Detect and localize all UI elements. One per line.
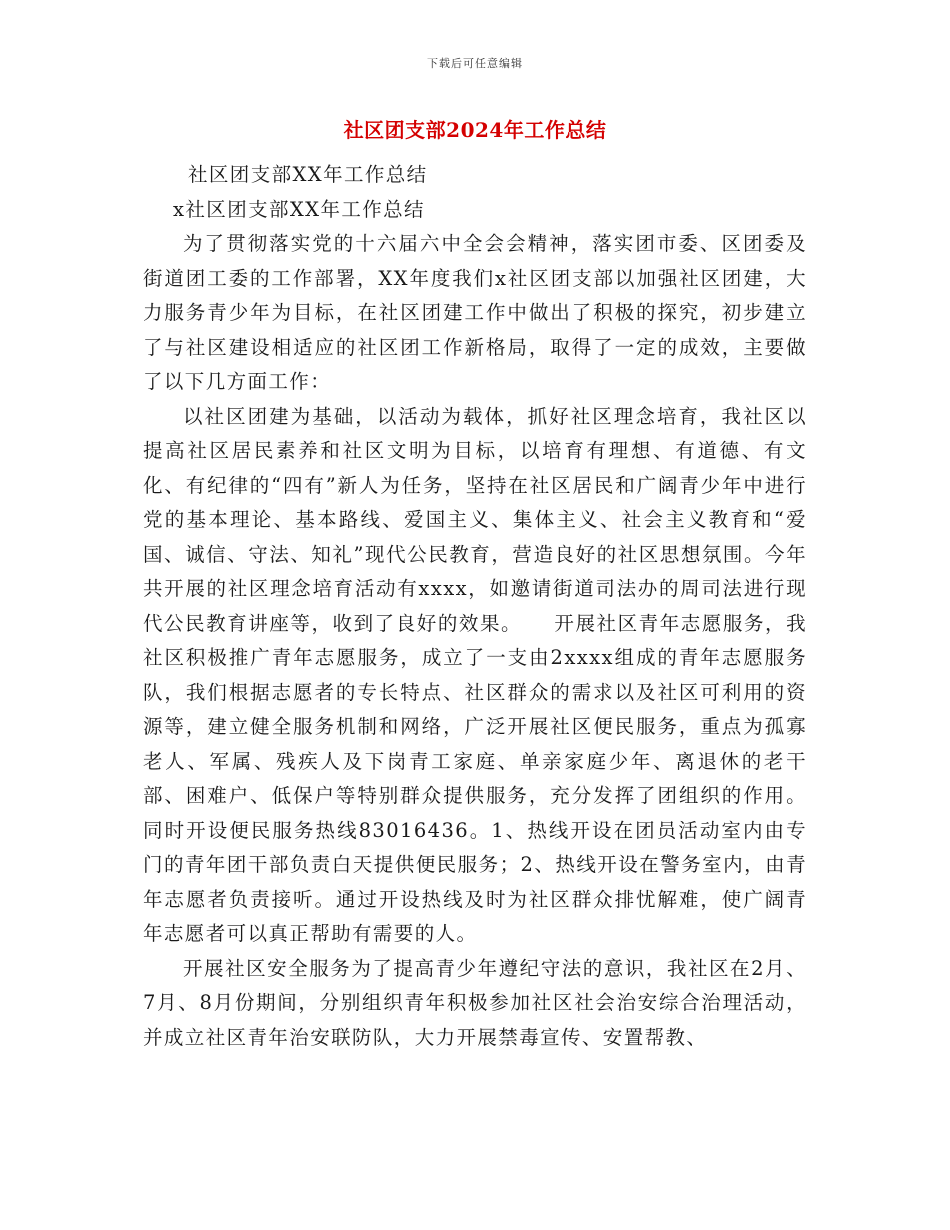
paragraph-1: 为了贯彻落实党的十六届六中全会会精神，落实团市委、区团委及街道团工委的工作部署，XX年度我们x社区团支部以加强社区团建，大力服务青少年为目标，在社区团建工作中做出了积极的探究，初步建立了与社区建设相适应的社区团工作新格局，取得了一定的成效，主要做了以下几方面工作： [143, 232, 807, 393]
subtitle-2: x社区团支部XX年工作总结 [173, 197, 425, 221]
subtitle-1: 社区团支部XX年工作总结 [188, 163, 428, 186]
document-body [143, 158, 807, 1055]
header-note: 下载后可任意编辑 [427, 57, 523, 70]
paragraph-2: 以社区团建为基础，以活动为载体，抓好社区理念培育，我社区以提高社区居民素养和社区文明为目标，以培育有理想、有道德、有文化、有纪律的“四有”新人为任务，坚持在社区居民和广阔青少年中进行党的基本理论、基本路线、爱国主义、集体主义、社会主义教育和“爱国、诚信、守法、知礼”现代公民教育，营造良好的社区思想氛围。今年共开展的社区理念培育活动有xxxx，如邀请街道司法办的周司法进行现代公民教育讲座等，收到了良好的效果。 开展社区青年志愿服务，我社区积极推广青年志愿服务，成立了一支由2xxxx组成的青年志愿服务队，我们根据志愿者的专长特点、社区群众的需求以及社区可利用的资源等，建立健全服务机制和网络，广泛开展社区便民服务，重点为孤寡老人、军属、残疾人及下岗青工家庭、单亲家庭少年、离退休的老干部、困难户、低保户等特别群众提供服务，充分发挥了团组织的作用。同时开设便民服务热线83016436。1、热线开设在团员活动室内由专门的青年团干部负责白天提供便民服务；2、热线开设在警务室内，由青年志愿者负责接听。通过开设热线及时为社区群众排忧解难，使广阔青年志愿者可以真正帮助有需要的人。 [143, 404, 807, 945]
paragraph-3: 开展社区安全服务为了提高青少年遵纪守法的意识，我社区在2月、7月、8月份期间，分别组织青年积极参加社区社会治安综合治理活动，并成立社区青年治安联防队，大力开展禁毒宣传、安置帮教、 [143, 956, 807, 1049]
document-title: 社区团支部2024年工作总结 [343, 118, 607, 142]
